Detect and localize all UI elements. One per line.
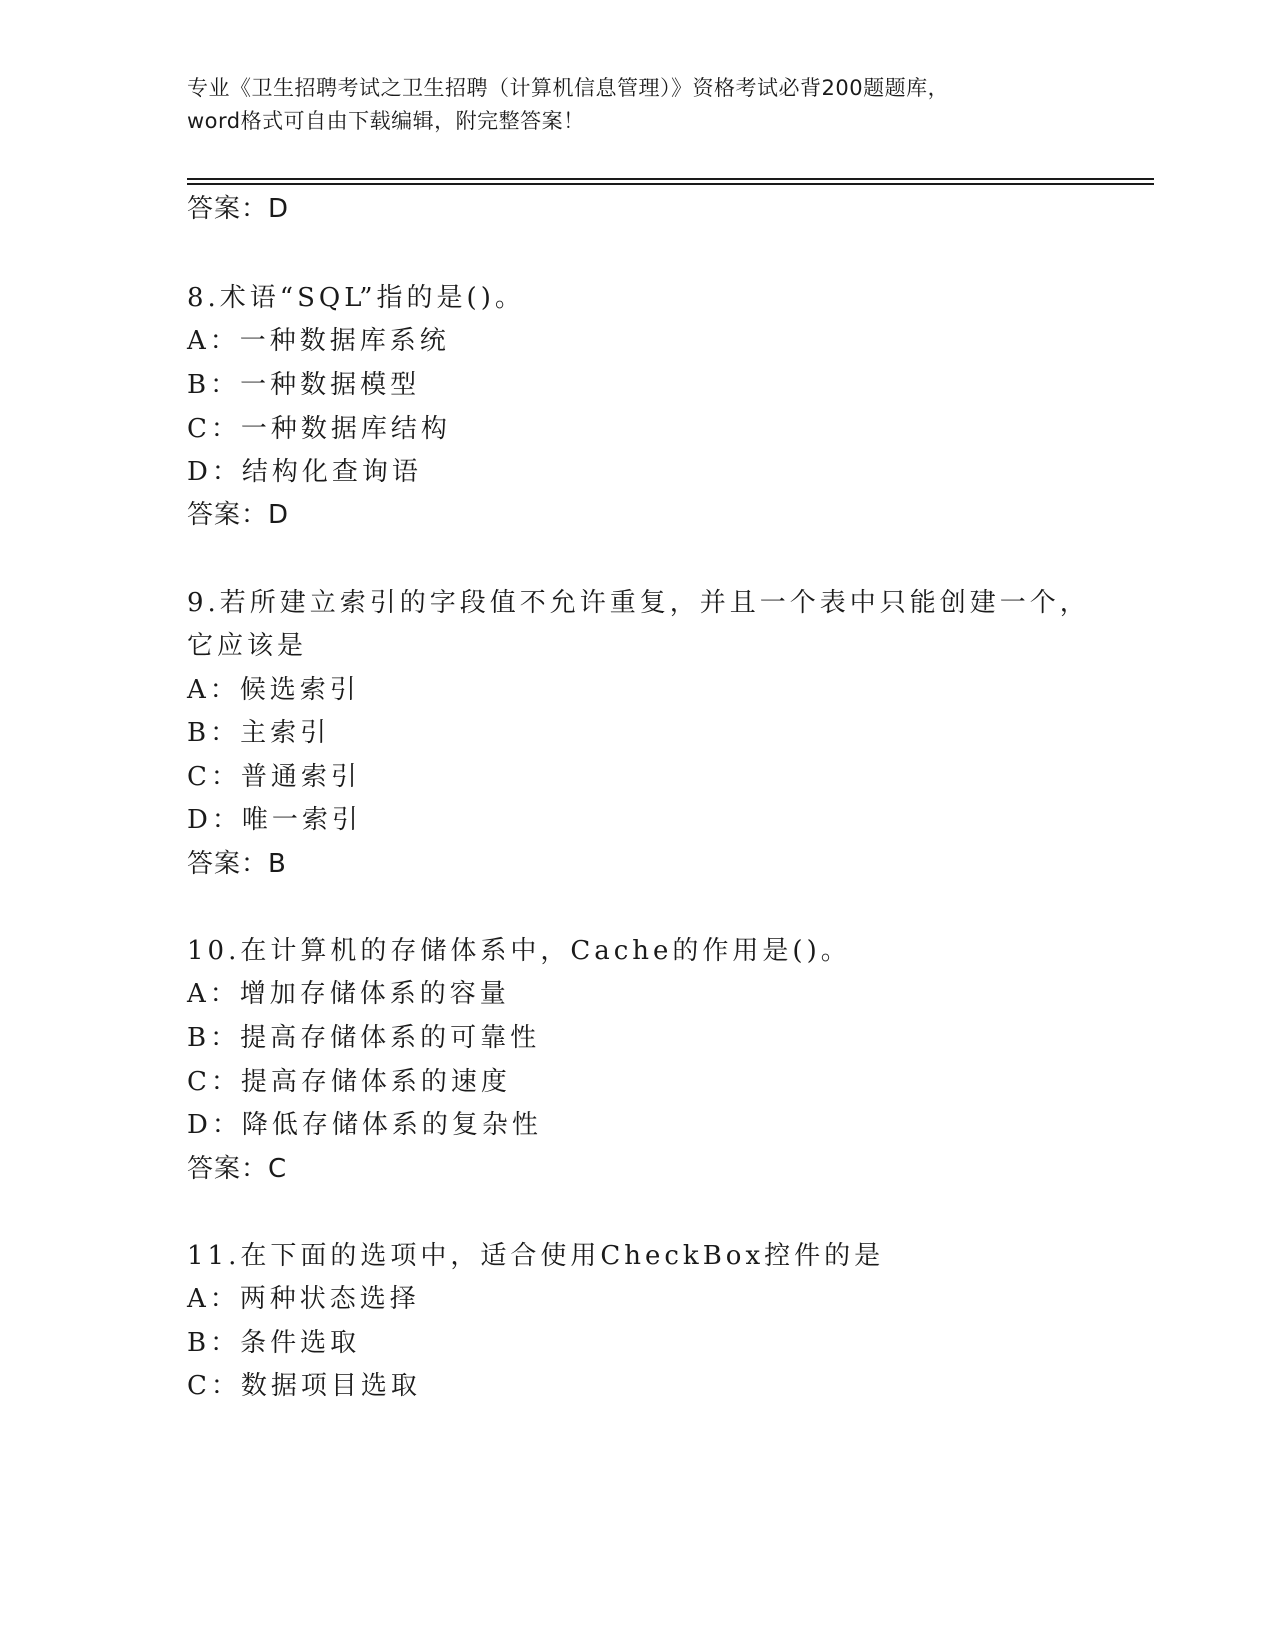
question-stem: 10.在计算机的存储体系中，Cache的作用是()。 [187, 936, 851, 966]
answer-line [187, 1151, 287, 1187]
question-stem: 11.在下面的选项中，适合使用CheckBox控件的是 [187, 1241, 885, 1271]
option-a [187, 1281, 420, 1317]
option-text: 普通索引 [240, 762, 361, 792]
question-stem-continued: 它应该是 [187, 631, 308, 661]
option-text: 候选索引 [239, 675, 360, 705]
option-key: C： [187, 414, 241, 444]
option-key: A： [187, 979, 240, 1009]
option-key: D： [187, 1110, 242, 1140]
option-c [187, 759, 361, 795]
answer-line [187, 497, 289, 533]
option-text: 唯一索引 [241, 805, 362, 835]
header-divider-top [187, 178, 1154, 180]
header-line-2: word格式可自由下载编辑，附完整答案！ [187, 109, 585, 133]
option-text: 提高存储体系的可靠性 [240, 1023, 541, 1053]
answer-label: 答案： [187, 1154, 269, 1184]
option-text: 降低存储体系的复杂性 [241, 1110, 542, 1140]
option-key: B： [187, 718, 241, 748]
question-stem: 9.若所建立索引的字段值不允许重复，并且一个表中只能创建一个， [187, 588, 1090, 618]
answer-label: 答案： [187, 194, 269, 224]
option-text: 两种状态选择 [239, 1284, 420, 1314]
answer-value: B [268, 849, 287, 879]
option-key: A： [187, 1284, 240, 1314]
option-key: A： [187, 675, 240, 705]
option-text: 提高存储体系的速度 [240, 1067, 511, 1097]
option-text: 一种数据库结构 [240, 414, 451, 444]
option-key: C： [187, 1067, 241, 1097]
answer-value: D [268, 194, 290, 224]
answer-value: C [268, 1154, 288, 1184]
option-c [187, 1368, 421, 1404]
option-d [187, 1107, 542, 1143]
option-d [187, 454, 422, 490]
answer-line [187, 191, 289, 227]
option-key: D： [187, 805, 242, 835]
option-key: D： [187, 457, 242, 487]
option-a [187, 976, 510, 1012]
option-key: A： [187, 326, 240, 356]
option-text: 增加存储体系的容量 [239, 979, 510, 1009]
question-stem: 8.术语“SQL”指的是()。 [187, 283, 525, 313]
option-text: 一种数据模型 [240, 370, 421, 400]
option-text: 条件选取 [240, 1328, 361, 1358]
document-header [187, 72, 1087, 138]
option-b [187, 1325, 360, 1361]
option-text: 结构化查询语 [241, 457, 422, 487]
option-key: B： [187, 1328, 241, 1358]
answer-label: 答案： [187, 500, 269, 530]
option-c [187, 1064, 511, 1100]
option-d [187, 802, 362, 838]
option-text: 主索引 [240, 718, 331, 748]
answer-label: 答案： [187, 849, 269, 879]
header-line-1: 专业《卫生招聘考试之卫生招聘（计算机信息管理）》资格考试必背200题题库， [187, 76, 950, 100]
answer-line [187, 846, 287, 882]
option-key: B： [187, 1023, 241, 1053]
option-a [187, 323, 450, 359]
option-key: C： [187, 762, 241, 792]
header-divider-bottom [187, 183, 1154, 185]
option-text: 数据项目选取 [240, 1371, 421, 1401]
option-c [187, 411, 451, 447]
option-text: 一种数据库系统 [239, 326, 450, 356]
answer-value: D [268, 500, 290, 530]
option-key: B： [187, 370, 241, 400]
option-b [187, 1020, 540, 1056]
option-b [187, 715, 330, 751]
option-key: C： [187, 1371, 241, 1401]
option-b [187, 367, 420, 403]
option-a [187, 672, 360, 708]
